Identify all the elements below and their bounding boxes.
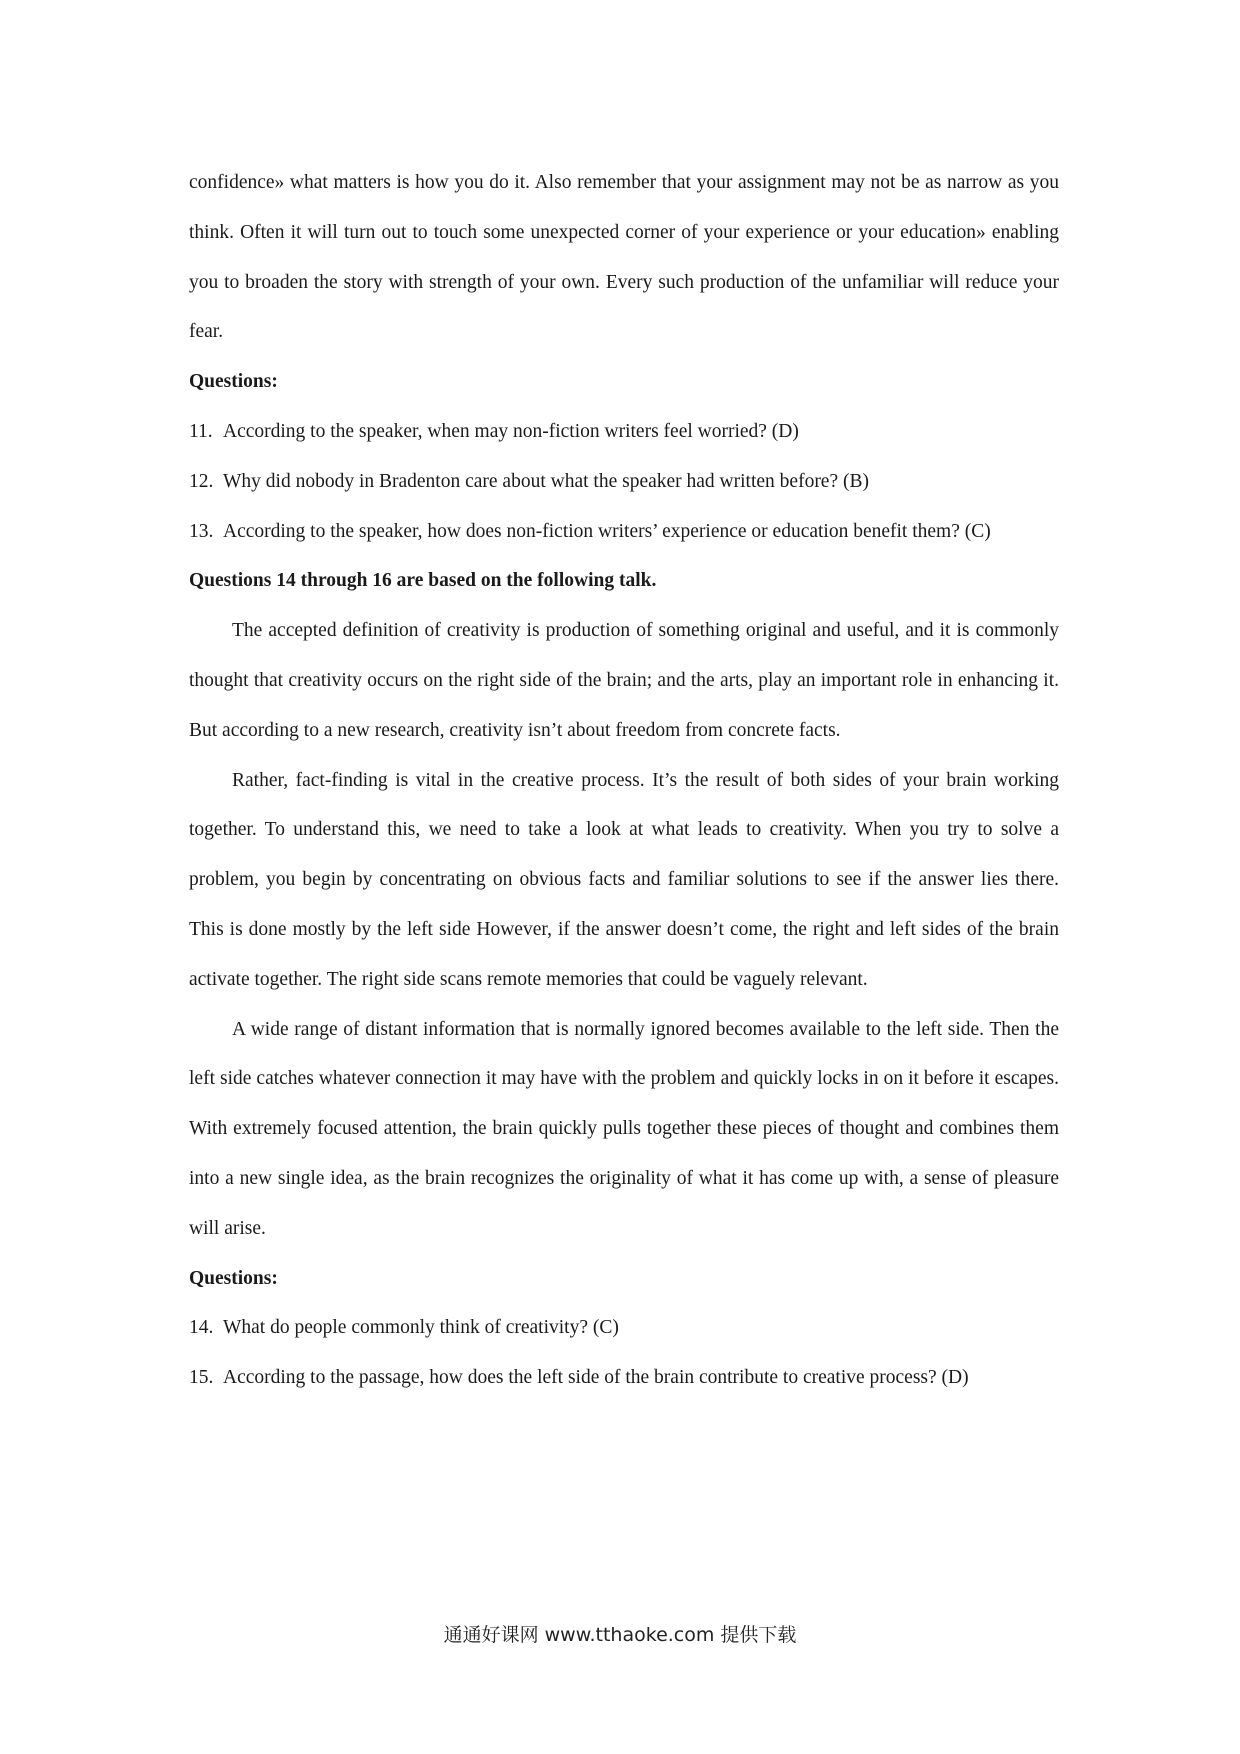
questions-heading: Questions: xyxy=(189,1267,278,1289)
question-number: 14. xyxy=(189,1317,214,1339)
question-number: 12. xyxy=(189,470,214,492)
talk-paragraph: The accepted definition of creativity is production of something original and useful, and it is commonly thought that creativity occurs on the right side of the brain; and the arts, play an important role in enhancing it. But according to a new research, creativity isn’t about freedom from concrete facts. xyxy=(189,620,1059,741)
question-item xyxy=(189,507,1059,557)
question-text: According to the speaker, when may non-fiction writers feel worried? (D) xyxy=(223,420,799,442)
question-item xyxy=(189,1303,1059,1353)
question-item xyxy=(189,457,1059,507)
question-text: According to the speaker, how does non-fiction writers’ experience or education benefit them? (C) xyxy=(223,520,991,542)
question-text: What do people commonly think of creativity? (C) xyxy=(223,1317,619,1339)
page-footer: 通通好课网 www.tthaoke.com 提供下载 xyxy=(443,1624,797,1646)
question-item xyxy=(189,407,1059,457)
question-item xyxy=(189,1353,1059,1403)
question-number: 15. xyxy=(189,1367,214,1389)
section-heading: Questions 14 through 16 are based on the following talk. xyxy=(189,570,657,592)
question-number: 13. xyxy=(189,520,214,542)
questions-heading: Questions: xyxy=(189,371,278,393)
document-page xyxy=(189,158,1059,1403)
talk-paragraph: Rather, fact-finding is vital in the creative process. It’s the result of both sides of your brain working together. To understand this, we need to take a look at what leads to creativity. When you try to solve a problem, you begin by concentrating on obvious facts and familiar solutions to see if the answer lies there. This is done mostly by the left side However, if the answer doesn’t come, the right and left sides of the brain activate together. The right side scans remote memories that could be vaguely relevant. xyxy=(189,769,1059,990)
question-text: According to the passage, how does the left side of the brain contribute to creative process? (D) xyxy=(223,1367,969,1389)
question-text: Why did nobody in Bradenton care about what the speaker had written before? (B) xyxy=(223,470,869,492)
question-number: 11. xyxy=(189,420,213,442)
talk-paragraph: A wide range of distant information that is normally ignored becomes available to the left side. Then the left side catches whatever connection it may have with the problem and quickly locks in on it before it escapes. With extremely focused attention, the brain quickly pulls together these pieces of thought and combines them into a new single idea, as the brain recognizes the originality of what it has come up with, a sense of pleasure will arise. xyxy=(189,1018,1059,1239)
intro-paragraph: confidence» what matters is how you do it. Also remember that your assignment may not be as narrow as you think. Often it will turn out to touch some unexpected corner of your experience or your education» enabling you to broaden the story with strength of your own. Every such production of the unfamiliar will reduce your fear. xyxy=(189,172,1059,343)
